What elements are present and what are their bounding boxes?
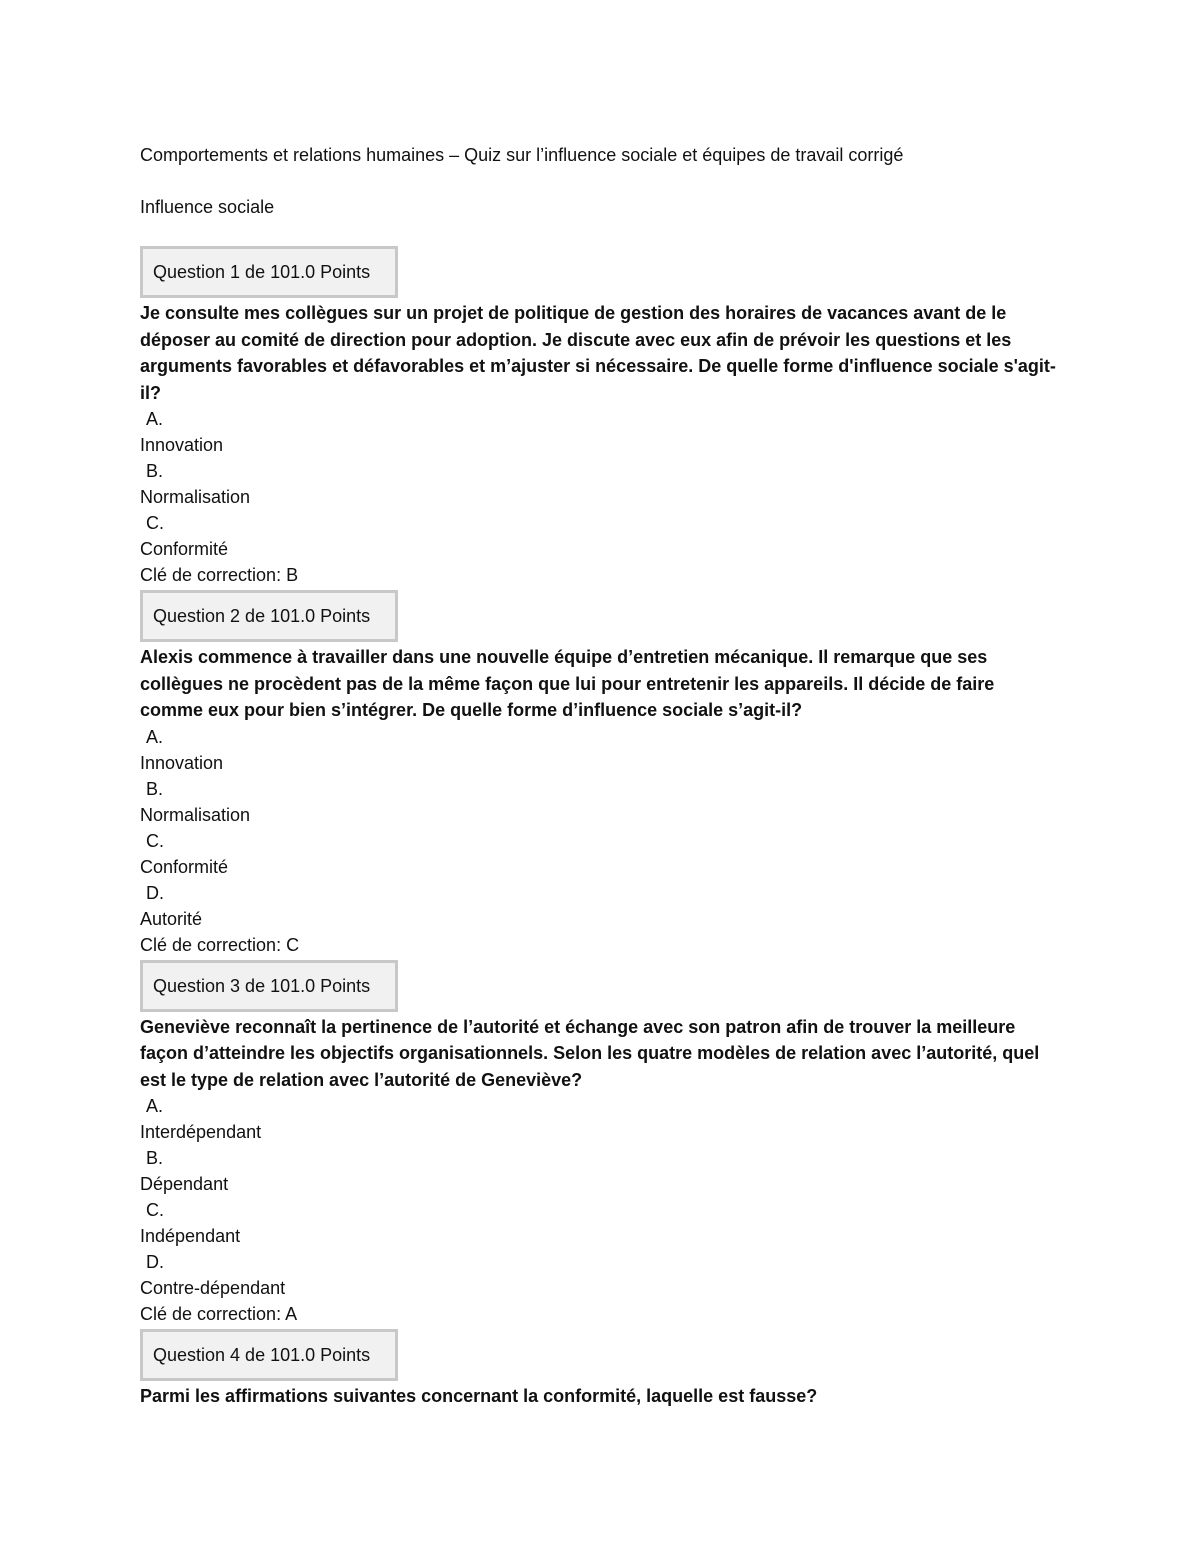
option-text: Conformité (140, 856, 229, 877)
option-text: Dépendant (140, 1174, 229, 1194)
question-2 (140, 590, 1060, 958)
option-letter: B. (146, 778, 164, 799)
question-1 (140, 246, 1060, 588)
option-letter: C. (146, 513, 164, 533)
option-text: Indépendant (140, 1226, 241, 1246)
option-text: Normalisation (140, 804, 251, 825)
answer-key: Clé de correction: B (140, 565, 299, 585)
option-text: Autorité (140, 908, 203, 929)
question-text: Alexis commence à travailler dans une nouvelle équipe d’entretien mécanique. Il remarque que ses collègues ne procèdent pas de la même façon que lui pour entretenir les appareils. Il décide de faire comme eux pour bien s’intégrer. De quelle forme d’influence sociale s’agit-il? (140, 647, 995, 720)
option-letter: D. (146, 1252, 164, 1272)
document-title: Comportements et relations humaines – Quiz sur l’influence sociale et équipes de travail corrigé (140, 145, 904, 165)
option-letter: C. (146, 830, 164, 851)
question-header: Question 2 de 101.0 Points (140, 590, 398, 642)
option-text: Conformité (140, 539, 229, 559)
option-letter: A. (146, 726, 164, 747)
option-letter: C. (146, 1200, 164, 1220)
option-text: Normalisation (140, 487, 251, 507)
question-header: Question 4 de 101.0 Points (140, 1329, 398, 1381)
question-header: Question 1 de 101.0 Points (140, 246, 398, 298)
option-letter: B. (146, 1148, 164, 1168)
question-header: Question 3 de 101.0 Points (140, 960, 398, 1012)
option-letter: B. (146, 461, 164, 481)
question-3 (140, 960, 1060, 1328)
section-title: Influence sociale (140, 197, 275, 217)
question-text: Je consulte mes collègues sur un projet de politique de gestion des horaires de vacances avant de le déposer au comité de direction pour adoption. Je discute avec eux afin de prévoir les questions et les arguments favorables et défavorables et m’ajuster si nécessaire. De quelle forme d'influence sociale s'agit-il? (140, 303, 1056, 403)
document-page (140, 142, 1060, 1410)
option-letter: A. (146, 409, 164, 429)
question-4 (140, 1329, 1060, 1410)
question-text: Geneviève reconnaît la pertinence de l’autorité et échange avec son patron afin de trouver la meilleure façon d’atteindre les objectifs organisationnels. Selon les quatre modèles de relation avec l’autorité, quel est le type de relation avec l’autorité de Geneviève? (140, 1016, 1040, 1090)
option-text: Interdépendant (140, 1122, 262, 1142)
option-text: Innovation (140, 752, 224, 773)
option-letter: D. (146, 882, 164, 903)
option-letter: A. (146, 1096, 164, 1116)
option-text: Innovation (140, 435, 224, 455)
option-text: Contre-dépendant (140, 1278, 286, 1298)
answer-key: Clé de correction: A (140, 1304, 298, 1324)
answer-key: Clé de correction: C (140, 934, 300, 955)
question-text: Parmi les affirmations suivantes concernant la conformité, laquelle est fausse? (140, 1386, 818, 1406)
